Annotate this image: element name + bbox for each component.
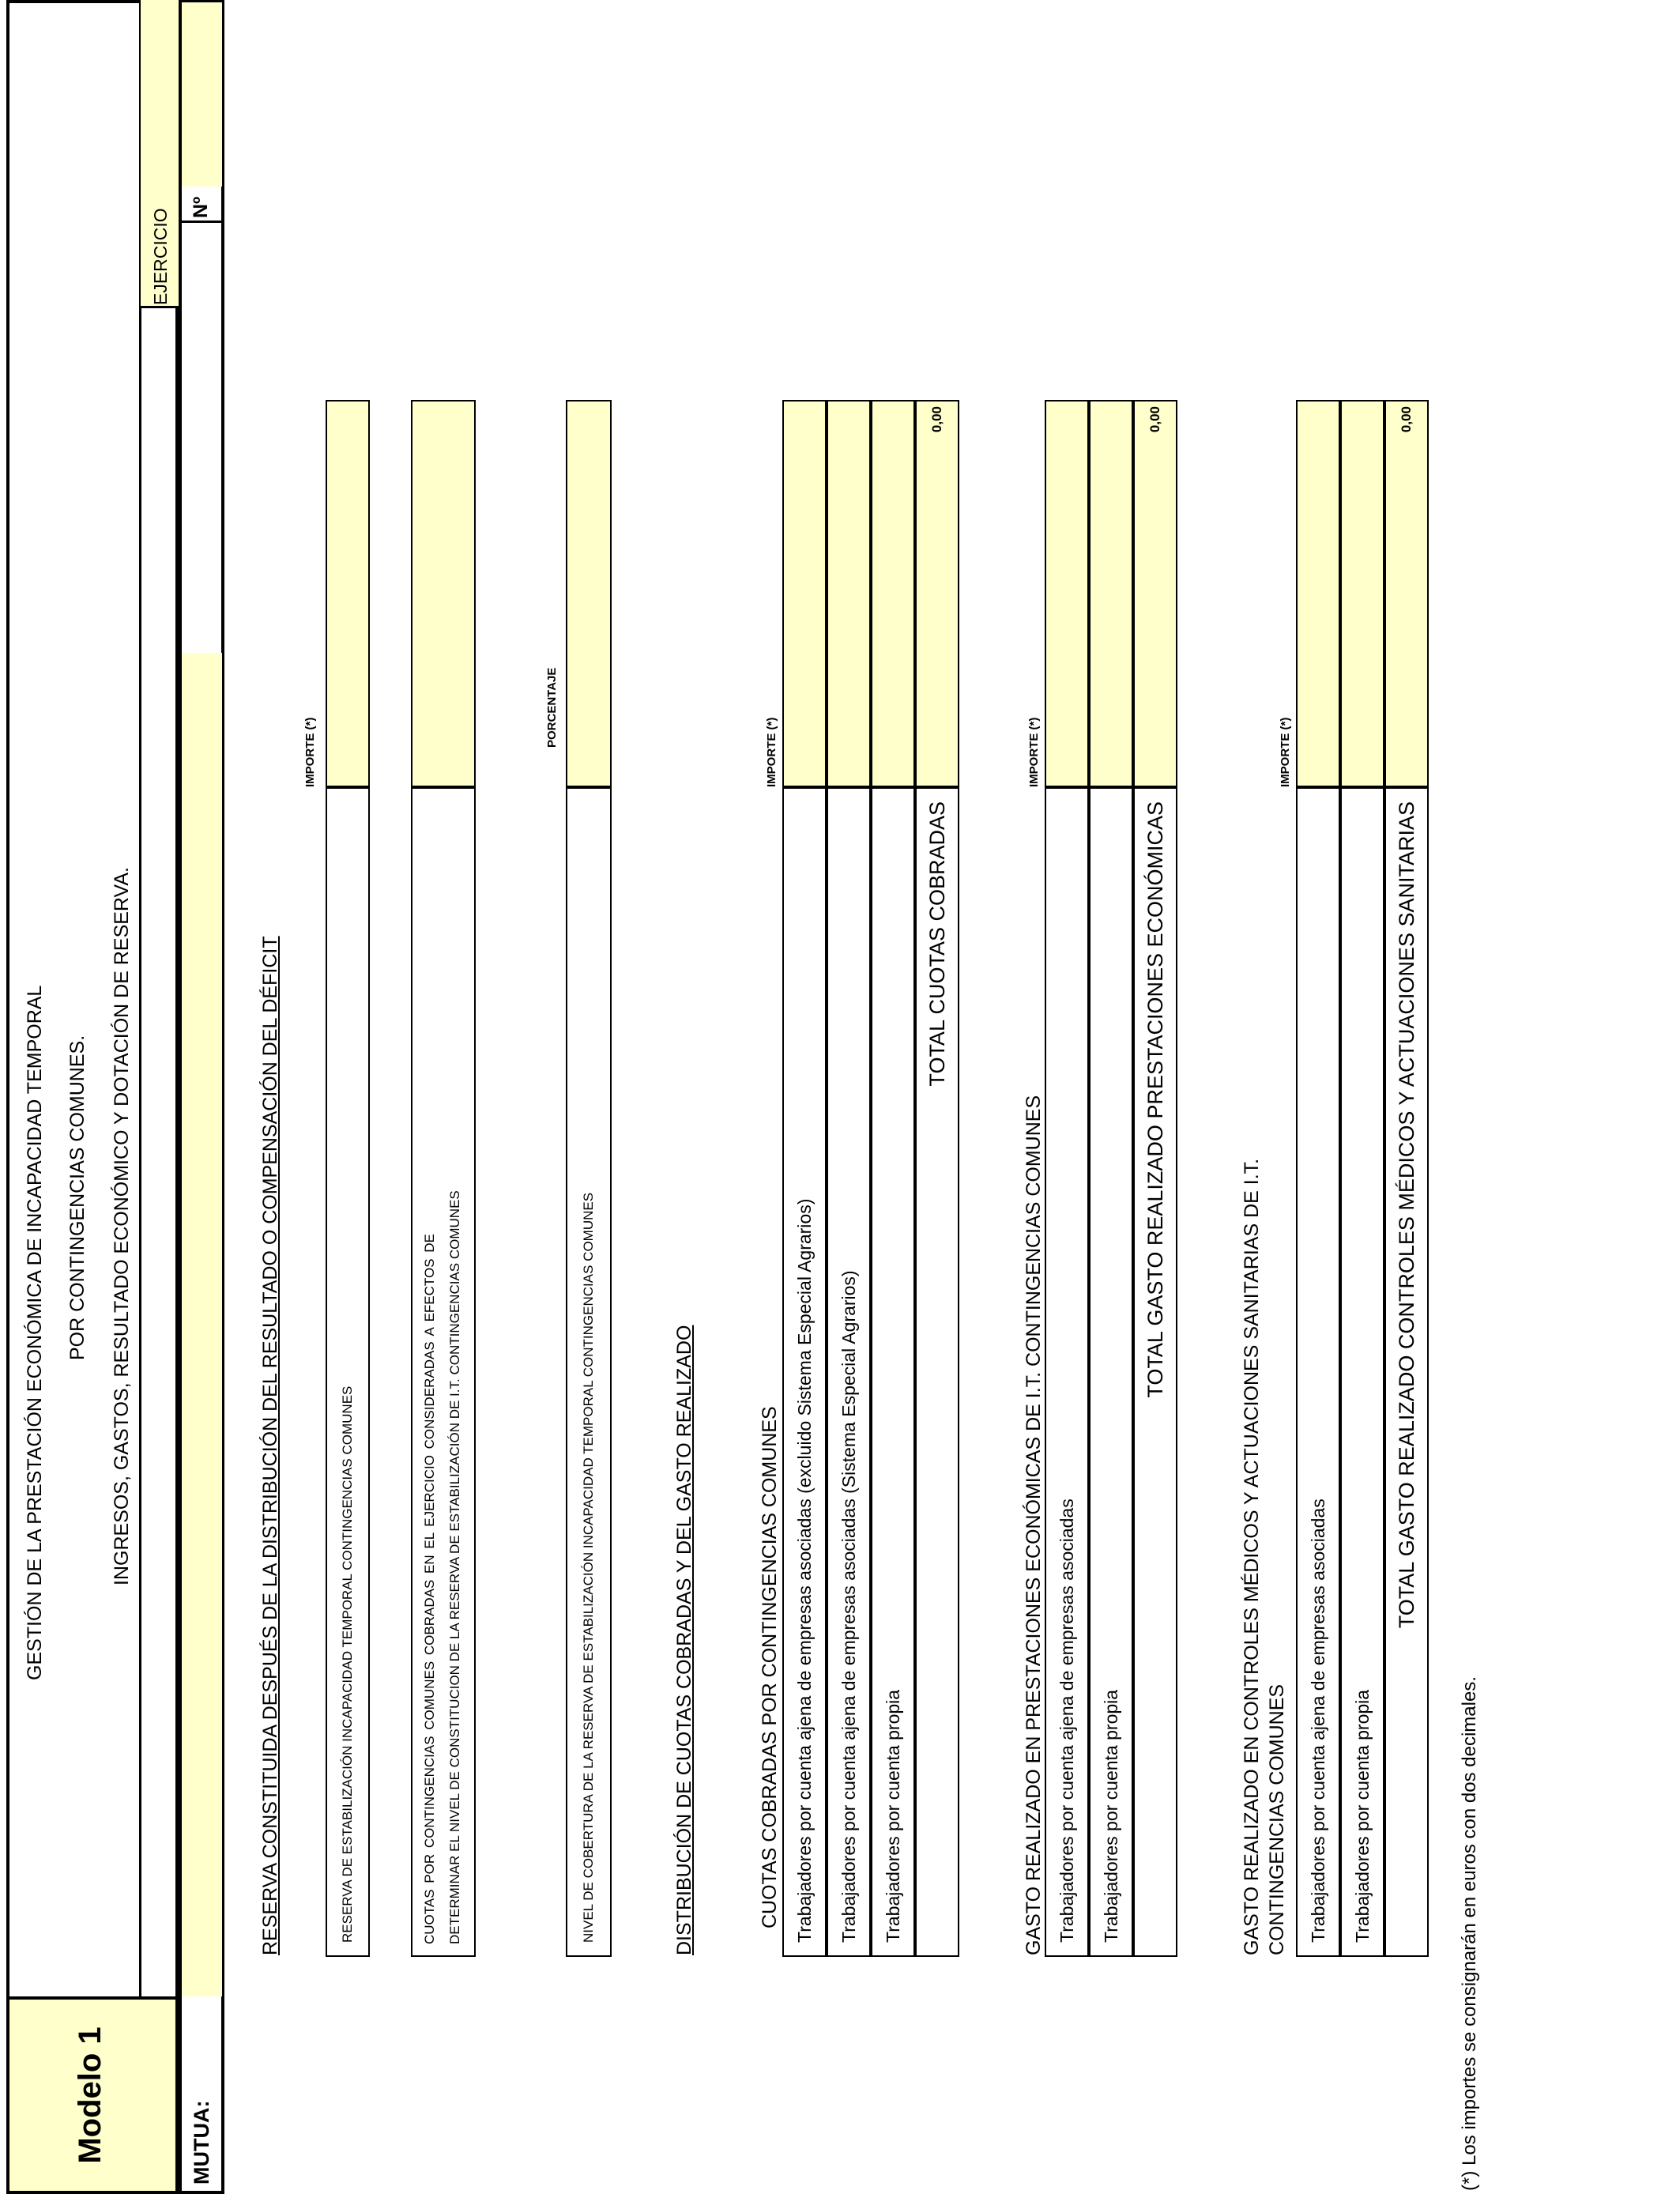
- reserva-heading: RESERVA CONSTITUIDA DESPUÉS DE LA DISTRIBUCIÓN DEL RESULTADO O COMPENSACIÓN DEL DÉFICIT: [259, 936, 281, 1955]
- cuotas-row-agrarios: Trabajadores por cuenta ajena de empresas asociadas (Sistema Especial Agrarios): [827, 787, 871, 1957]
- prestaciones-total-value: 0,00: [1133, 400, 1177, 787]
- cuotas-heading: CUOTAS COBRADAS POR CONTINGENCIAS COMUNES: [759, 1406, 781, 1928]
- reserva-estabilizacion-value[interactable]: [326, 400, 370, 787]
- sanitarias-propia-value[interactable]: [1340, 400, 1384, 787]
- cuotas-total-label: TOTAL CUOTAS COBRADAS: [915, 787, 959, 1957]
- prestaciones-heading: GASTO REALIZADO EN PRESTACIONES ECONÓMICAS DE I.T. CONTINGENCIAS COMUNES: [1023, 1095, 1045, 1955]
- model-label: Modelo 1: [73, 2026, 107, 2164]
- cuotas-consideradas-label-box: [411, 787, 476, 1957]
- cuotas-row-propia: Trabajadores por cuenta propia: [871, 787, 915, 1957]
- footnote: (*) Los importes se consignarán en euros con dos decimales.: [1459, 1676, 1480, 2191]
- cuotas-row-ajena: Trabajadores por cuenta ajena de empresas asociadas (excluido Sistema Especial Agrarios): [782, 787, 827, 1957]
- sanitarias-heading-line-1: GASTO REALIZADO EN CONTROLES MÉDICOS Y ACTUACIONES SANITARIAS DE I.T.: [1241, 1158, 1263, 1955]
- cuotas-consideradas-line-1: CUOTAS POR CONTINGENCIAS COMUNES COBRADAS EN EL EJERCICIO CONSIDERADAS A EFECTOS DE: [422, 1234, 437, 1944]
- cuotas-ajena-value[interactable]: [782, 400, 827, 787]
- mutua-name-field[interactable]: [182, 653, 222, 1996]
- cuotas-consideradas-line-2: DETERMINAR EL NIVEL DE CONSTITUCION DE LA RESERVA DE ESTABILIZACIÓN DE I.T. CONTINGENCIAS COMUNES: [447, 1190, 462, 1944]
- cuotas-propia-value[interactable]: [871, 400, 915, 787]
- sanitarias-row-propia: Trabajadores por cuenta propia: [1340, 787, 1384, 1957]
- numero-label: Nº: [190, 196, 212, 218]
- prestaciones-propia-value[interactable]: [1089, 400, 1133, 787]
- mutua-number-field[interactable]: [182, 2, 222, 187]
- prestaciones-row-propia: Trabajadores por cuenta propia: [1089, 787, 1133, 1957]
- reserva-estabilizacion-label: RESERVA DE ESTABILIZACIÓN INCAPACIDAD TEMPORAL CONTINGENCIAS COMUNES: [326, 787, 370, 1957]
- cuotas-consideradas-value[interactable]: [411, 400, 476, 787]
- cuotas-agrarios-value[interactable]: [827, 400, 871, 787]
- cuotas-total-value: 0,00: [915, 400, 959, 787]
- mutua-number-divider: [179, 221, 224, 223]
- prestaciones-ajena-value[interactable]: [1045, 400, 1089, 787]
- sanitarias-ajena-value[interactable]: [1296, 400, 1340, 787]
- sanitarias-row-ajena: Trabajadores por cuenta ajena de empresas asociadas: [1296, 787, 1340, 1957]
- nivel-cobertura-value[interactable]: [566, 400, 612, 787]
- reserva-porcentaje-header: PORCENTAJE: [545, 667, 559, 748]
- ejercicio-label: EJERCICIO: [150, 208, 171, 305]
- sanitarias-total-value: 0,00: [1384, 400, 1429, 787]
- cuotas-importe-header: IMPORTE (*): [765, 717, 778, 787]
- title-line-3: INGRESOS, GASTOS, RESULTADO ECONÓMICO Y DOTACIÓN DE RESERVA.: [111, 867, 133, 1585]
- title-line-1: GESTIÓN DE LA PRESTACIÓN ECONÓMICA DE INCAPACIDAD TEMPORAL: [24, 985, 46, 1680]
- prestaciones-importe-header: IMPORTE (*): [1027, 717, 1041, 787]
- sanitarias-importe-header: IMPORTE (*): [1279, 717, 1292, 787]
- mutua-label: MUTUA:: [190, 2100, 213, 2185]
- nivel-cobertura-label: NIVEL DE COBERTURA DE LA RESERVA DE ESTABILIZACIÓN INCAPACIDAD TEMPORAL CONTINGENCIAS COMUNES: [566, 787, 612, 1957]
- sanitarias-heading-line-2: CONTINGENCIAS COMUNES: [1266, 1683, 1288, 1955]
- reserva-importe-header: IMPORTE (*): [303, 717, 317, 787]
- distribucion-heading: DISTRIBUCIÓN DE CUOTAS COBRADAS Y DEL GASTO REALIZADO: [673, 1325, 695, 1955]
- sanitarias-total-label: TOTAL GASTO REALIZADO CONTROLES MÉDICOS Y ACTUACIONES SANITARIAS: [1384, 787, 1429, 1957]
- prestaciones-total-label: TOTAL GASTO REALIZADO PRESTACIONES ECONÓMICAS: [1133, 787, 1177, 1957]
- prestaciones-row-ajena: Trabajadores por cuenta ajena de empresas asociadas: [1045, 787, 1089, 1957]
- title-line-2: POR CONTINGENCIAS COMUNES.: [66, 1035, 89, 1360]
